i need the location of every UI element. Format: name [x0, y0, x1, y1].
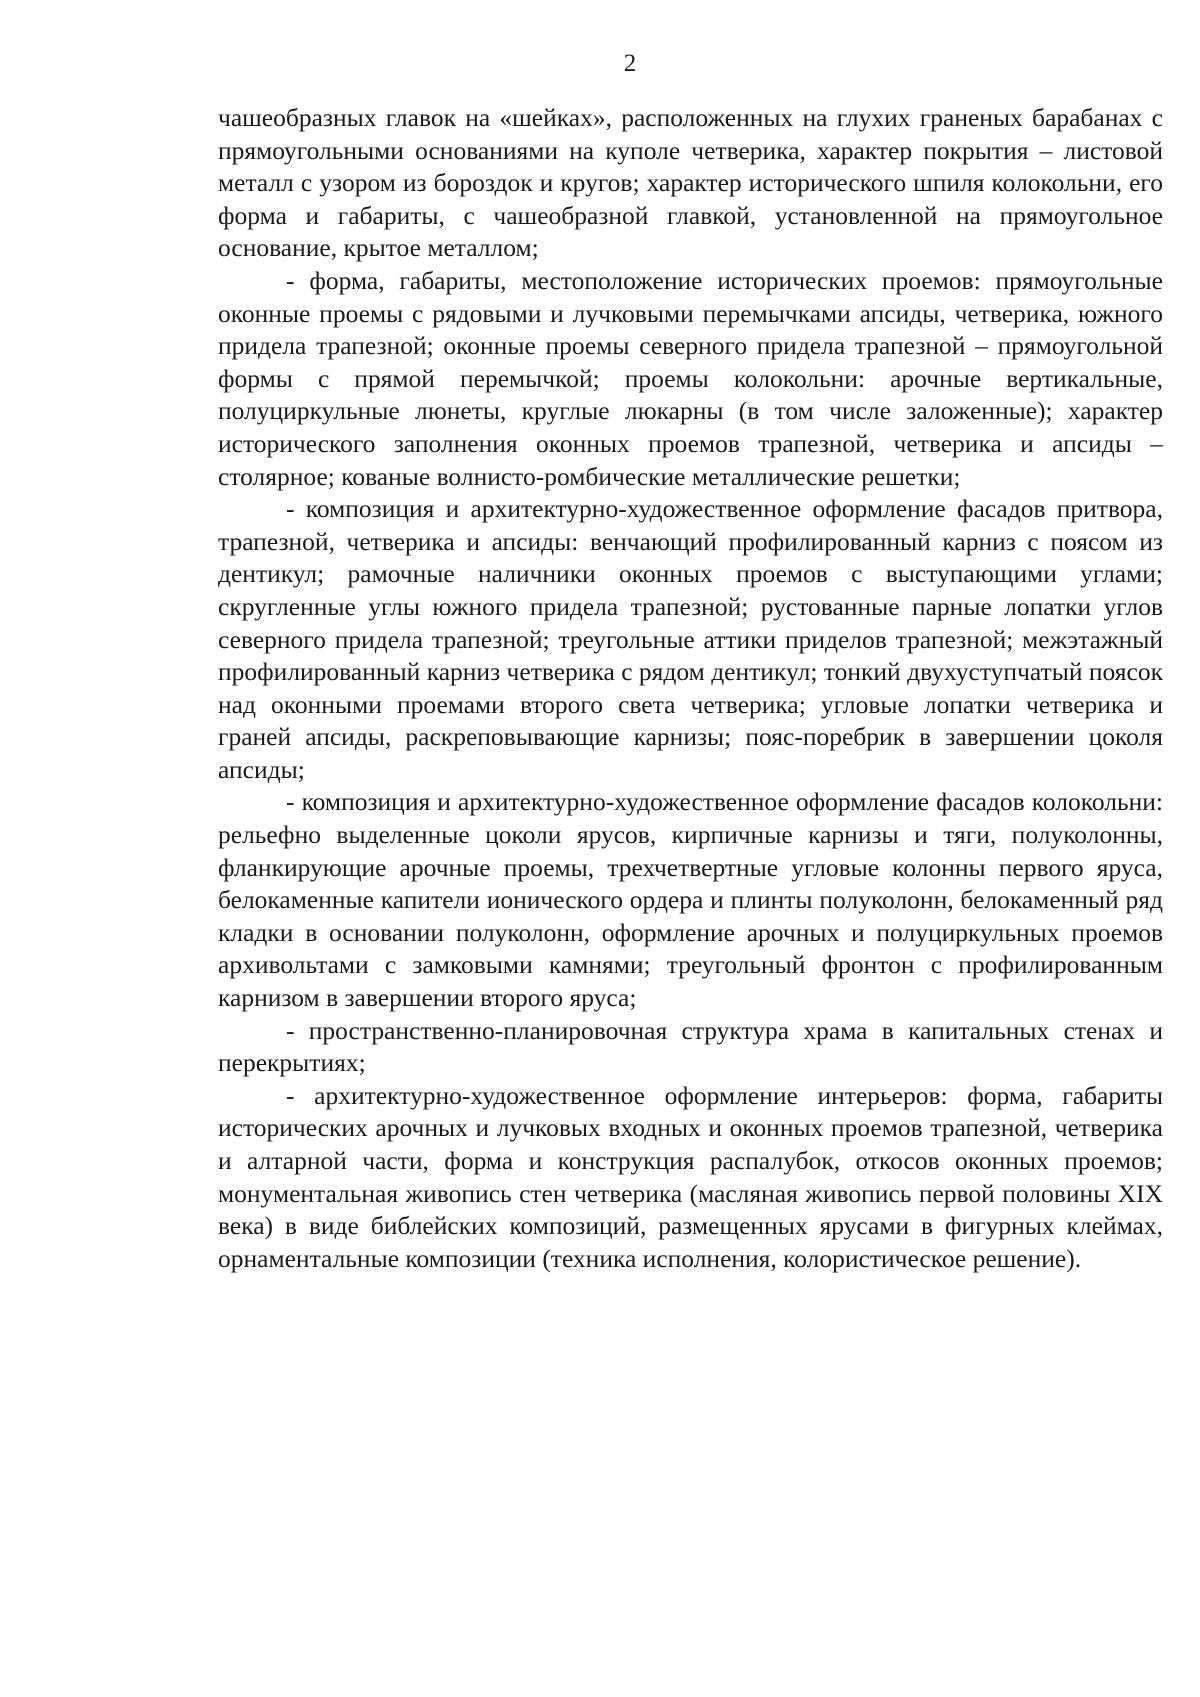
paragraph-facades-main: - композиция и архитектурно-художественное оформление фасадов притвора, трапезной, четверика и апсиды: венчающий профилированный карниз с поясом из дентикул; рамочные наличники оконных проемов с выступающими углами; скругленные углы южного придела трапезной; рустованные парные лопатки углов северного придела трапезной; треугольные аттики приделов трапезной; межэтажный профилированный карниз четверика с рядом дентикул; тонкий двухуступчатый поясок над оконными проемами второго света четверика; угловые лопатки четверика и граней апсиды, раскреповывающие карнизы; пояс-поребрик в завершении цоколя апсиды; — [218, 494, 1163, 784]
paragraph-spatial-structure: - пространственно-планировочная структура храма в капитальных стенах и перекрытиях; — [218, 1015, 1163, 1078]
paragraph-openings: - форма, габариты, местоположение исторических проемов: прямоугольные оконные проемы с рядовыми и лучковыми перемычками апсиды, четверика, южного придела трапезной; оконные проемы северного придела трапезной – прямоугольной формы с прямой перемычкой; проемы колокольни: арочные вертикальные, полуциркульные люнеты, круглые люкарны (в том числе заложенные); характер исторического заполнения оконных проемов трапезной, четверика и апсиды – столярное; кованые волнисто-ромбические металлические решетки; — [218, 265, 1163, 491]
page-number: 2 — [623, 50, 637, 77]
paragraph-interiors: - архитектурно-художественное оформление интерьеров: форма, габариты исторических арочных и лучковых входных и оконных проемов трапезной, четверика и алтарной части, форма и конструкция распалубок, откосов оконных проемов; монументальная живопись стен четверика (масляная живопись первой половины XIX века) в виде библейских композиций, размещенных ярусами в фигурных клеймах, орнаментальные композиции (техника исполнения, колористическое решение). — [218, 1080, 1163, 1273]
paragraph-facades-bell-tower: - композиция и архитектурно-художественное оформление фасадов колокольни: рельефно выделенные цоколи ярусов, кирпичные карнизы и тяги, полуколонны, фланкирующие арочные проемы, трехчетвертные угловые колонны первого яруса, белокаменные капители ионического ордера и плинты полуколонн, белокаменный ряд кладки в основании полуколонн, оформление арочных и полуциркульных проемов архивольтами с замковыми камнями; треугольный фронтон с профилированным карнизом в завершении второго яруса; — [218, 787, 1163, 1013]
document-body — [218, 102, 1163, 1275]
paragraph-continuation: чашеобразных главок на «шейках», расположенных на глухих граненых барабанах с прямоугольными основаниями на куполе четверика, характер покрытия – листовой металл с узором из бороздок и кругов; характер исторического шпиля колокольни, его форма и габариты, с чашеобразной главкой, установленной на прямоугольное основание, крытое металлом; — [218, 103, 1163, 263]
